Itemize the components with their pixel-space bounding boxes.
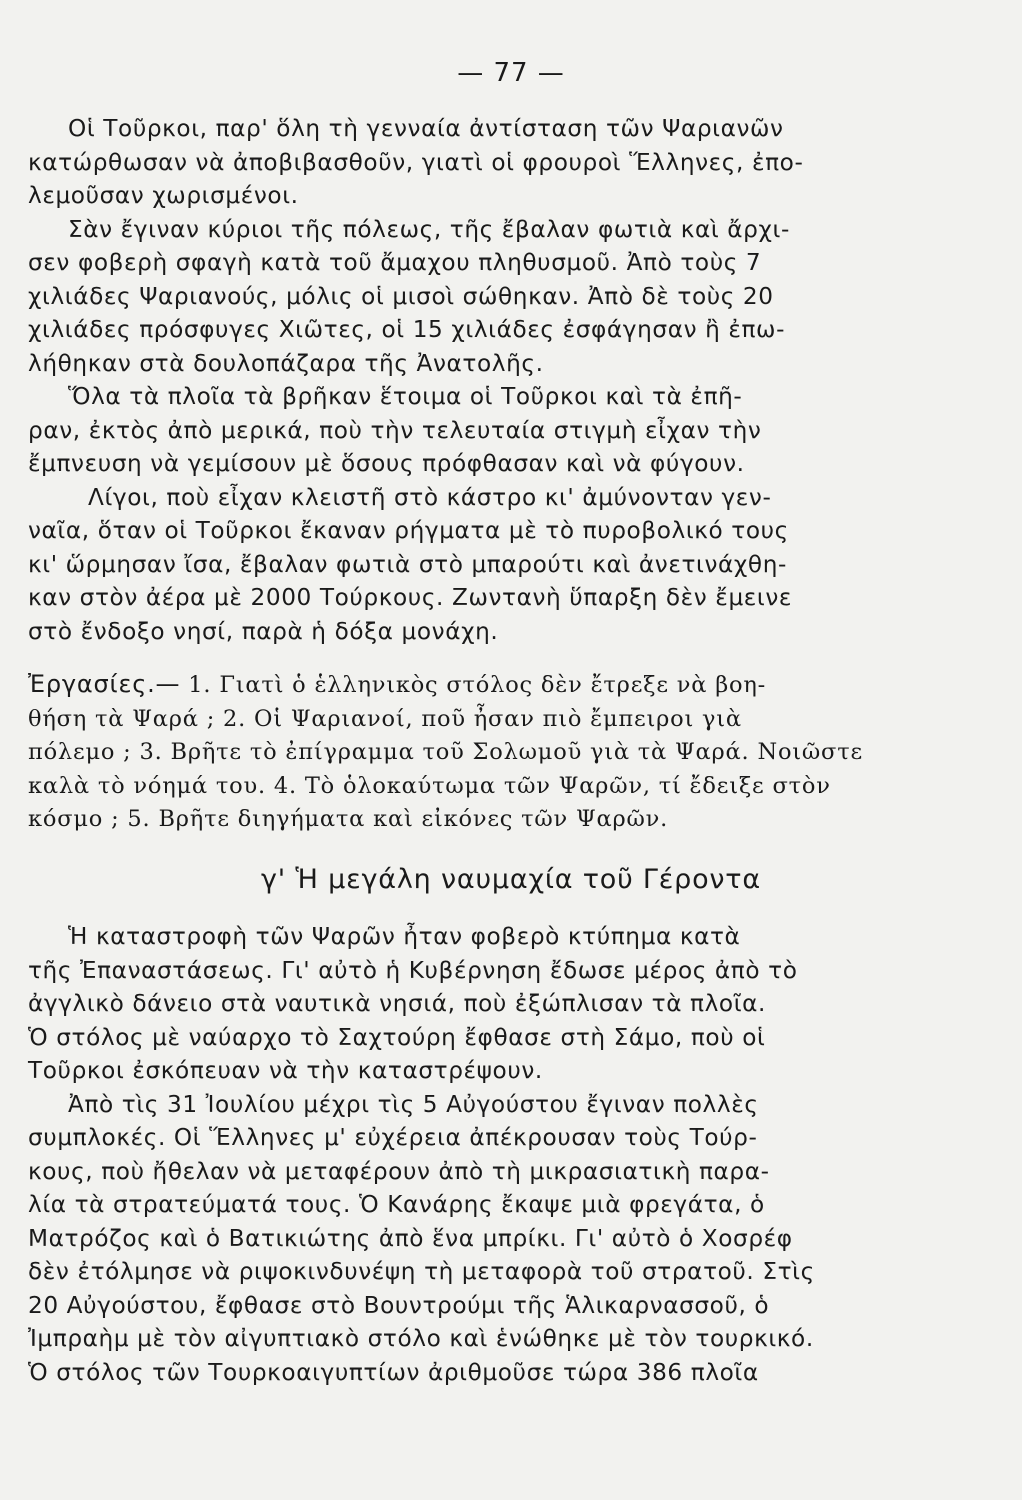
text-line: Ὁ στόλος μὲ ναύαρχο τὸ Σαχτούρη ἔφθασε στὴ Σάμο, ποὺ οἱ: [28, 1023, 766, 1051]
text-line: Ματρόζος καὶ ὁ Βατικιώτης ἀπὸ ἕνα μπρίκι. Γι' αὐτὸ ὁ Χοσρέφ: [28, 1224, 793, 1252]
text-line: χιλιάδες πρόσφυγες Χιῶτες, οἱ 15 χιλιάδες ἐσφάγησαν ἢ ἐπω-: [28, 316, 786, 343]
text-line: Ὁ στόλος τῶν Τουρκοαιγυπτίων ἀριθμοῦσε τώρα 386 πλοῖα: [28, 1358, 759, 1386]
text-line: καν στὸν ἀέρα μὲ 2000 Τούρκους. Ζωντανὴ ὕπαρξη δὲν ἔμεινε: [28, 584, 793, 611]
text-line: Σὰν ἔγιναν κύριοι τῆς πόλεως, τῆς ἔβαλαν φωτιὰ καὶ ἄρχι-: [68, 215, 790, 243]
exercises-heading: Ἐργασίες.—: [28, 670, 181, 698]
text-line: συμπλοκές. Οἱ Ἕλληνες μ' εὐχέρεια ἀπέκρουσαν τοὺς Τούρ-: [28, 1124, 758, 1151]
exercises-line: θήση τὰ Ψαρά ; 2. Οἱ Ψαριανοί, ποῦ ἦσαν πιὸ ἔμπειροι γιὰ: [28, 705, 742, 732]
text-line: ναῖα, ὅταν οἱ Τοῦρκοι ἔκαναν ρήγματα μὲ τὸ πυροβολικό τους: [28, 517, 789, 544]
section-text: [28, 920, 928, 1389]
text-line: Τοῦρκοι ἐσκόπευαν νὰ τὴν καταστρέψουν.: [28, 1057, 543, 1084]
text-line: Ἡ καταστροφὴ τῶν Ψαρῶν ἦταν φοβερὸ κτύπημα κατὰ: [68, 923, 741, 950]
text-line: Οἱ Τοῦρκοι, παρ' ὅλη τὴ γενναία ἀντίσταση τῶν Ψαριανῶν: [68, 115, 784, 142]
exercises-line: πόλεμο ; 3. Βρῆτε τὸ ἐπίγραμμα τοῦ Σολωμοῦ γιὰ τὰ Ψαρά. Νοιῶστε: [28, 739, 863, 765]
exercises-block: [28, 668, 928, 837]
text-line: δὲν ἐτόλμησε νὰ ριψοκινδυνέψη τὴ μεταφορὰ τοῦ στρατοῦ. Στὶς: [28, 1258, 815, 1285]
text-line: στὸ ἔνδοξο νησί, παρὰ ἡ δόξα μονάχη.: [28, 617, 499, 645]
text-line: χιλιάδες Ψαριανούς, μόλις οἱ μισοὶ σώθηκαν. Ἀπὸ δὲ τοὺς 20: [28, 282, 774, 310]
text-line: ἔμπνευση νὰ γεμίσουν μὲ ὅσους πρόφθασαν καὶ νὰ φύγουν.: [28, 450, 745, 477]
text-line: 20 Αὐγούστου, ἔφθασε στὸ Βουντρούμι τῆς Ἁλικαρνασσοῦ, ὁ: [28, 1291, 770, 1319]
text-line: λία τὰ στρατεύματά τους. Ὁ Κανάρης ἔκαψε μιὰ φρεγάτα, ὁ: [28, 1191, 765, 1218]
text-line: κους, ποὺ ἤθελαν νὰ μεταφέρουν ἀπὸ τὴ μικρασιατικὴ παρα-: [28, 1157, 770, 1185]
text-line: Λίγοι, ποὺ εἶχαν κλειστῆ στὸ κάστρο κι' ἀμύνονταν γεν-: [88, 483, 772, 511]
text-line: λήθηκαν στὰ δουλοπάζαρα τῆς Ἀνατολῆς.: [28, 349, 544, 377]
exercises-line: 1. Γιατὶ ὁ ἑλληνικὸς στόλος δὲν ἔτρεξε νὰ βοη-: [188, 672, 767, 698]
text-line: κατώρθωσαν νὰ ἀποβιβασθοῦν, γιατὶ οἱ φρουροὶ Ἕλληνες, ἐπο-: [28, 148, 804, 176]
text-line: τῆς Ἐπαναστάσεως. Γι' αὐτὸ ἡ Κυβέρνηση ἔδωσε μέρος ἀπὸ τὸ: [28, 956, 798, 984]
page-number: — 77 —: [457, 58, 565, 88]
section-title: γ' Ἡ μεγάλη ναυμαχία τοῦ Γέροντα: [261, 864, 761, 895]
exercises-line: καλὰ τὸ νόημά του. 4. Τὸ ὁλοκαύτωμα τῶν Ψαρῶν, τί ἔδειξε στὸν: [28, 772, 831, 799]
text-line: σεν φοβερὴ σφαγὴ κατὰ τοῦ ἄμαχου πληθυσμοῦ. Ἀπὸ τοὺς 7: [28, 249, 762, 276]
text-line: Ἀπὸ τὶς 31 Ἰουλίου μέχρι τὶς 5 Αὐγούστου ἔγιναν πολλὲς: [68, 1090, 759, 1118]
body-text: [28, 112, 928, 648]
text-line: Ἰμπραὴμ μὲ τὸν αἰγυπτιακὸ στόλο καὶ ἑνώθηκε μὲ τὸν τουρκικό.: [28, 1325, 814, 1352]
text-line: ἀγγλικὸ δάνειο στὰ ναυτικὰ νησιά, ποὺ ἐξώπλισαν τὰ πλοῖα.: [28, 990, 767, 1017]
text-line: ραν, ἐκτὸς ἀπὸ μερικά, ποὺ τὴν τελευταία στιγμὴ εἶχαν τὴν: [28, 416, 762, 444]
text-line: λεμοῦσαν χωρισμένοι.: [28, 182, 299, 209]
text-line: κι' ὥρμησαν ἴσα, ἔβαλαν φωτιὰ στὸ μπαρούτι καὶ ἀνετινάχθη-: [28, 550, 787, 578]
text-line: Ὅλα τὰ πλοῖα τὰ βρῆκαν ἕτοιμα οἱ Τοῦρκοι καὶ τὰ ἐπῆ-: [68, 383, 743, 410]
exercises-line: κόσμο ; 5. Βρῆτε διηγήματα καὶ εἰκόνες τῶν Ψαρῶν.: [28, 806, 669, 832]
